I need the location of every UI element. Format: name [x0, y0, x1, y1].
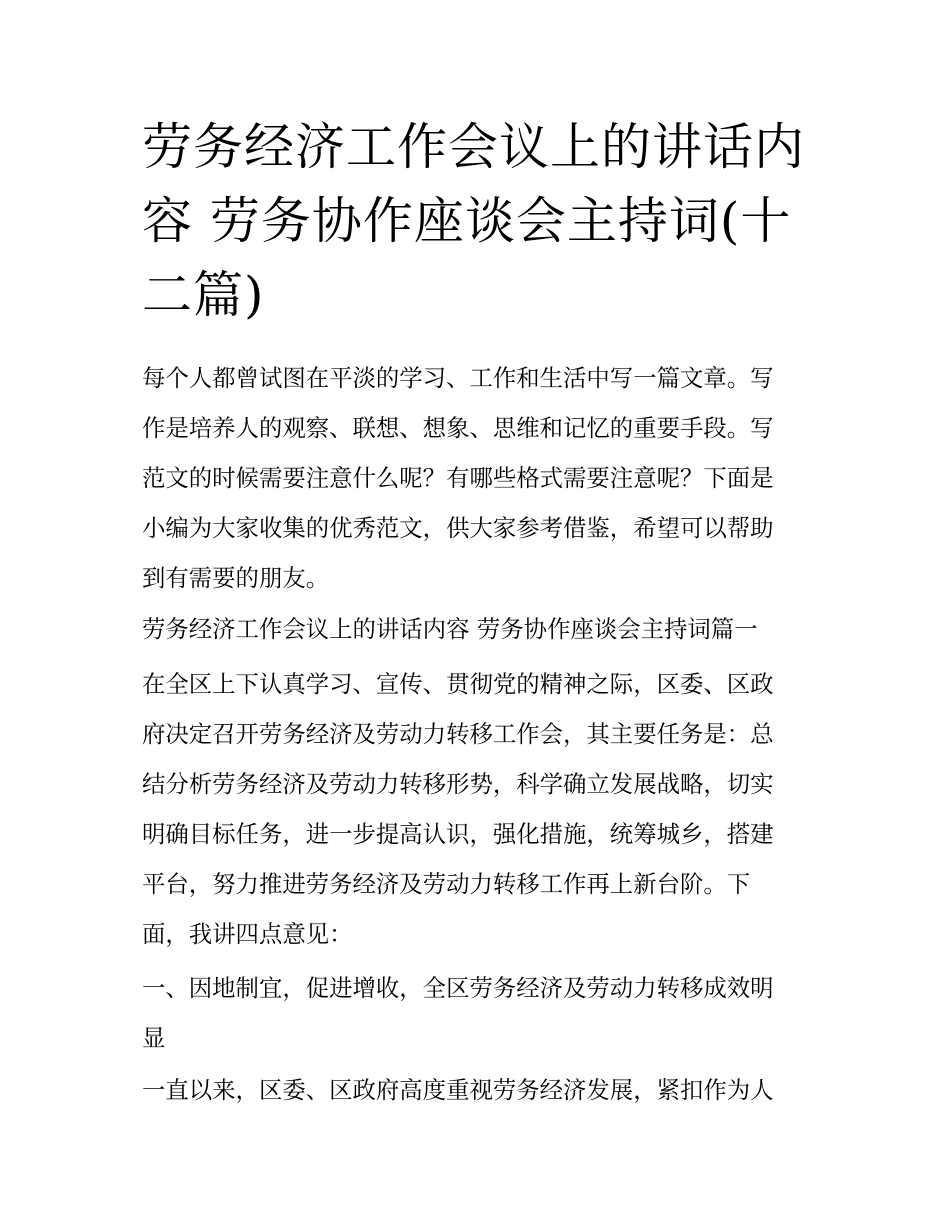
text-line: 结分析劳务经济及劳动力转移形势，科学确立发展战略，切实 — [142, 770, 774, 798]
text-line: 在全区上下认真学习、宣传、贯彻党的精神之际，区委、区政 — [142, 670, 774, 698]
document-title — [142, 110, 822, 332]
text-line: 范文的时候需要注意什么呢？有哪些格式需要注意呢？下面是 — [142, 464, 774, 492]
text-line: 小编为大家收集的优秀范文，供大家参考借鉴，希望可以帮助 — [142, 514, 774, 542]
text-line: 显 — [142, 1024, 166, 1052]
text-line: 明确目标任务，进一步提高认识，强化措施，统筹城乡，搭建 — [142, 820, 774, 848]
text-line: 府决定召开劳务经济及劳动力转移工作会，其主要任务是：总 — [142, 720, 774, 748]
title-line: 二篇) — [142, 266, 265, 324]
text-line: 一、因地制宜，促进增收，全区劳务经济及劳动力转移成效明 — [142, 974, 774, 1002]
text-line: 平台，努力推进劳务经济及劳动力转移工作再上新台阶。下 — [142, 870, 751, 898]
text-line: 每个人都曾试图在平淡的学习、工作和生活中写一篇文章。写 — [142, 364, 774, 392]
title-line: 容 劳务协作座谈会主持词(十 — [142, 192, 792, 250]
speech-paragraph — [142, 659, 814, 959]
text-line: 一直以来，区委、区政府高度重视劳务经济发展，紧扣作为人 — [142, 1076, 774, 1104]
text-line: 面，我讲四点意见： — [142, 920, 353, 948]
text-line: 到有需要的朋友。 — [142, 564, 330, 592]
point-one-heading — [142, 963, 814, 1063]
section-heading-paragraph — [142, 604, 814, 654]
intro-paragraph — [142, 353, 814, 603]
text-line: 劳务经济工作会议上的讲话内容 劳务协作座谈会主持词篇一 — [142, 615, 758, 643]
point-one-paragraph — [142, 1065, 814, 1115]
text-line: 作是培养人的观察、联想、想象、思维和记忆的重要手段。写 — [142, 414, 774, 442]
title-line: 劳务经济工作会议上的讲话内 — [142, 118, 805, 176]
